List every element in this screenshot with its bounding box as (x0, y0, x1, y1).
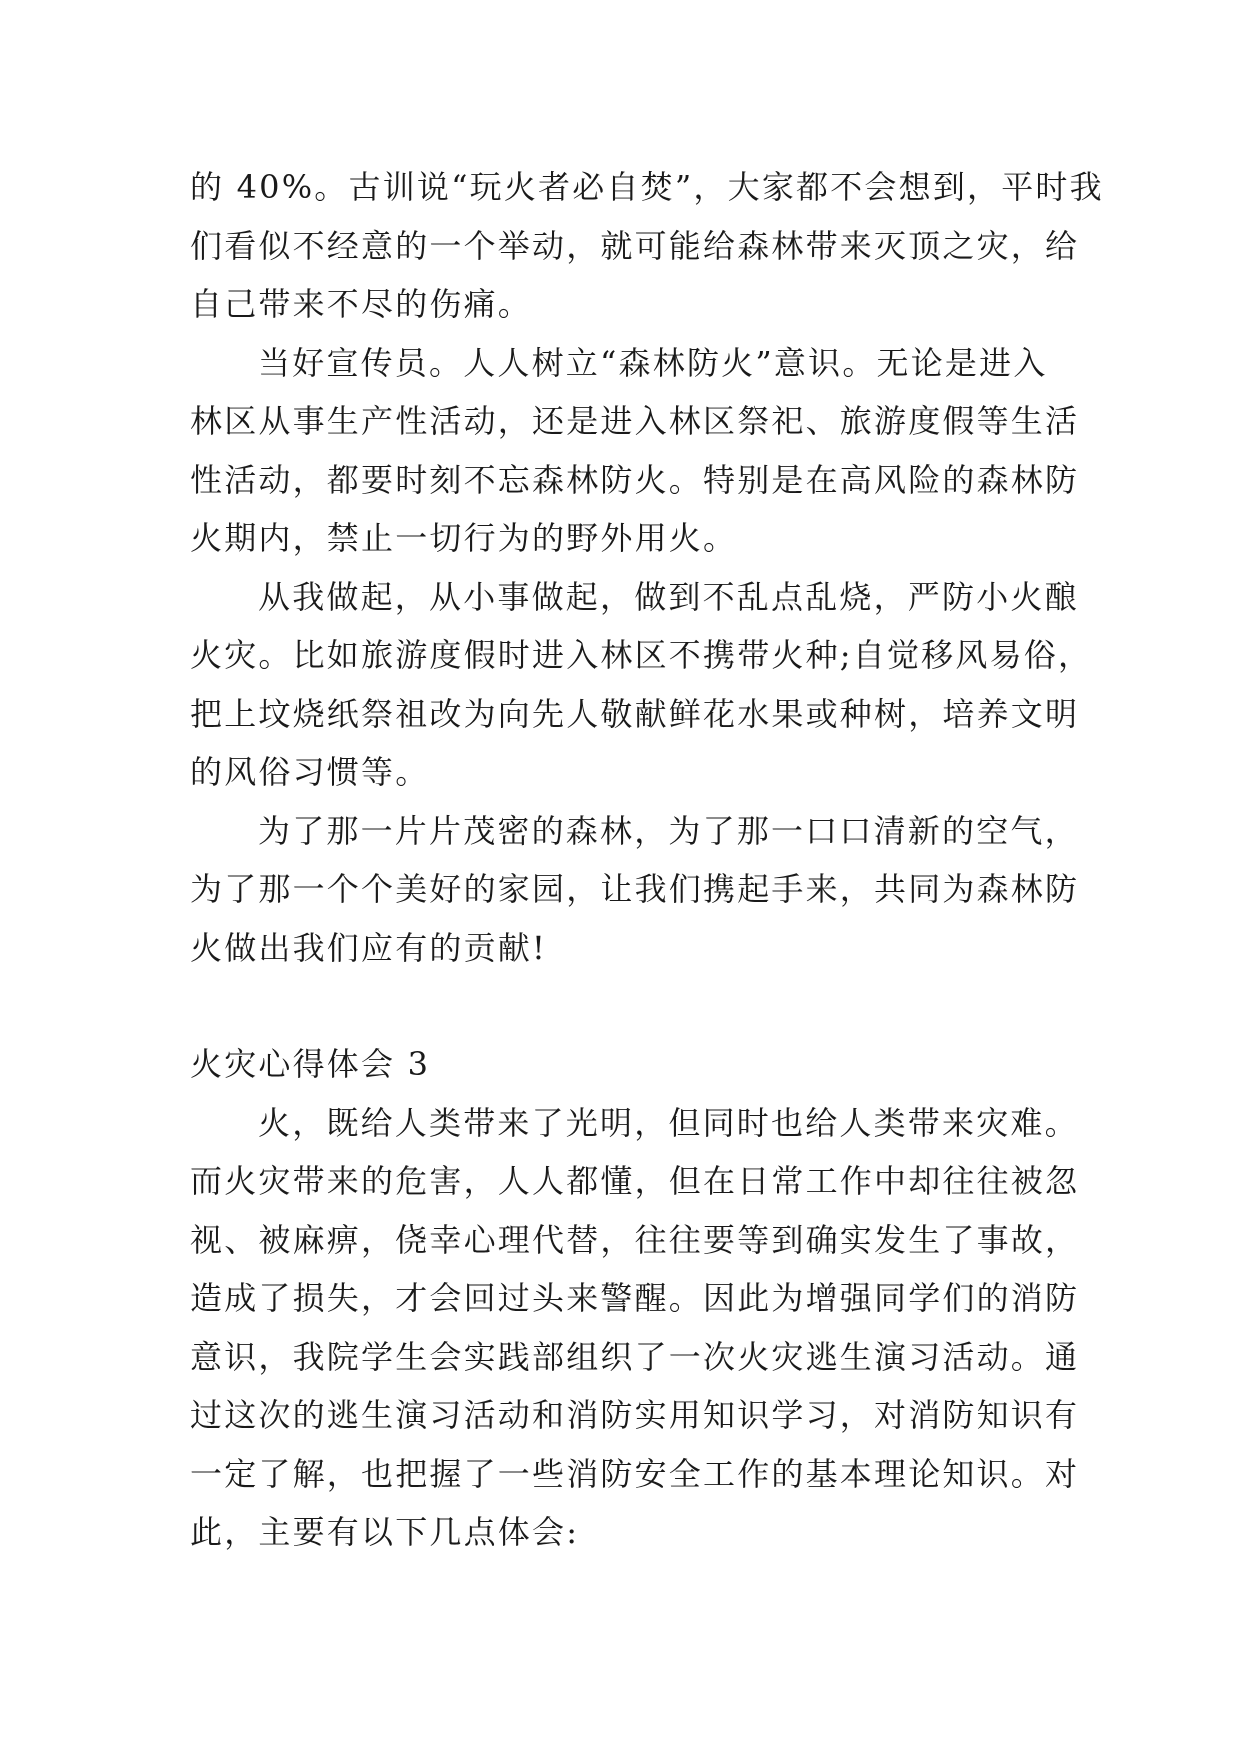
text-line: 的风俗习惯等。 (190, 753, 430, 791)
paragraph-1 (190, 158, 1104, 334)
text-line: 火期内，禁止一切行为的野外用火。 (190, 519, 738, 557)
text-line: 性活动，都要时刻不忘森林防火。特别是在高风险的森林防 (190, 460, 1080, 499)
text-line: 把上坟烧纸祭祖改为向先人敬献鲜花水果或种树，培养文明 (190, 694, 1080, 733)
section-title: 火灾心得体会 3 (190, 1045, 431, 1083)
text-line: 火，既给人类带来了光明，但同时也给人类带来灾难。 (258, 1103, 1079, 1142)
text-line: 们看似不经意的一个举动，就可能给森林带来灭顶之灾，给 (190, 226, 1080, 265)
text-line: 火灾。比如旅游度假时进入林区不携带火种;自觉移风易俗， (190, 636, 1093, 674)
text-line: 的 40%。古训说“玩火者必自焚”，大家都不会想到，平时我 (190, 168, 1104, 206)
paragraph-3 (190, 568, 1093, 802)
paragraph-4 (190, 802, 1080, 978)
section-spacer (190, 977, 1060, 1035)
text-line: 自己带来不尽的伤痛。 (190, 285, 533, 323)
paragraph-2 (190, 334, 1080, 568)
text-line: 一定了解，也把握了一些消防安全工作的基本理论知识。对 (190, 1454, 1080, 1493)
text-line: 为了那一个个美好的家园，让我们携起手来，共同为森林防 (190, 870, 1080, 908)
text-line: 为了那一片片茂密的森林，为了那一口口清新的空气， (258, 811, 1079, 850)
text-line: 而火灾带来的危害，人人都懂，但在日常工作中却往往被忽 (190, 1162, 1080, 1200)
text-line: 意识，我院学生会实践部组织了一次火灾逃生演习活动。通 (190, 1337, 1080, 1376)
document-body (190, 158, 1104, 1562)
text-line: 火做出我们应有的贡献! (190, 928, 548, 967)
text-line: 过这次的逃生演习活动和消防实用知识学习，对消防知识有 (190, 1396, 1080, 1434)
paragraph-section-3 (190, 1094, 1080, 1562)
text-line: 林区从事生产性活动，还是进入林区祭祀、旅游度假等生活 (190, 402, 1080, 440)
text-line: 从我做起，从小事做起，做到不乱点乱烧，严防小火酿 (258, 577, 1079, 616)
text-line: 此，主要有以下几点体会: (190, 1513, 580, 1551)
text-line: 当好宣传员。人人树立“森林防火”意识。无论是进入 (258, 343, 1048, 382)
text-line: 造成了损失，才会回过头来警醒。因此为增强同学们的消防 (190, 1279, 1080, 1317)
text-line: 视、被麻痹，侥幸心理代替，往往要等到确实发生了事故， (190, 1220, 1080, 1259)
